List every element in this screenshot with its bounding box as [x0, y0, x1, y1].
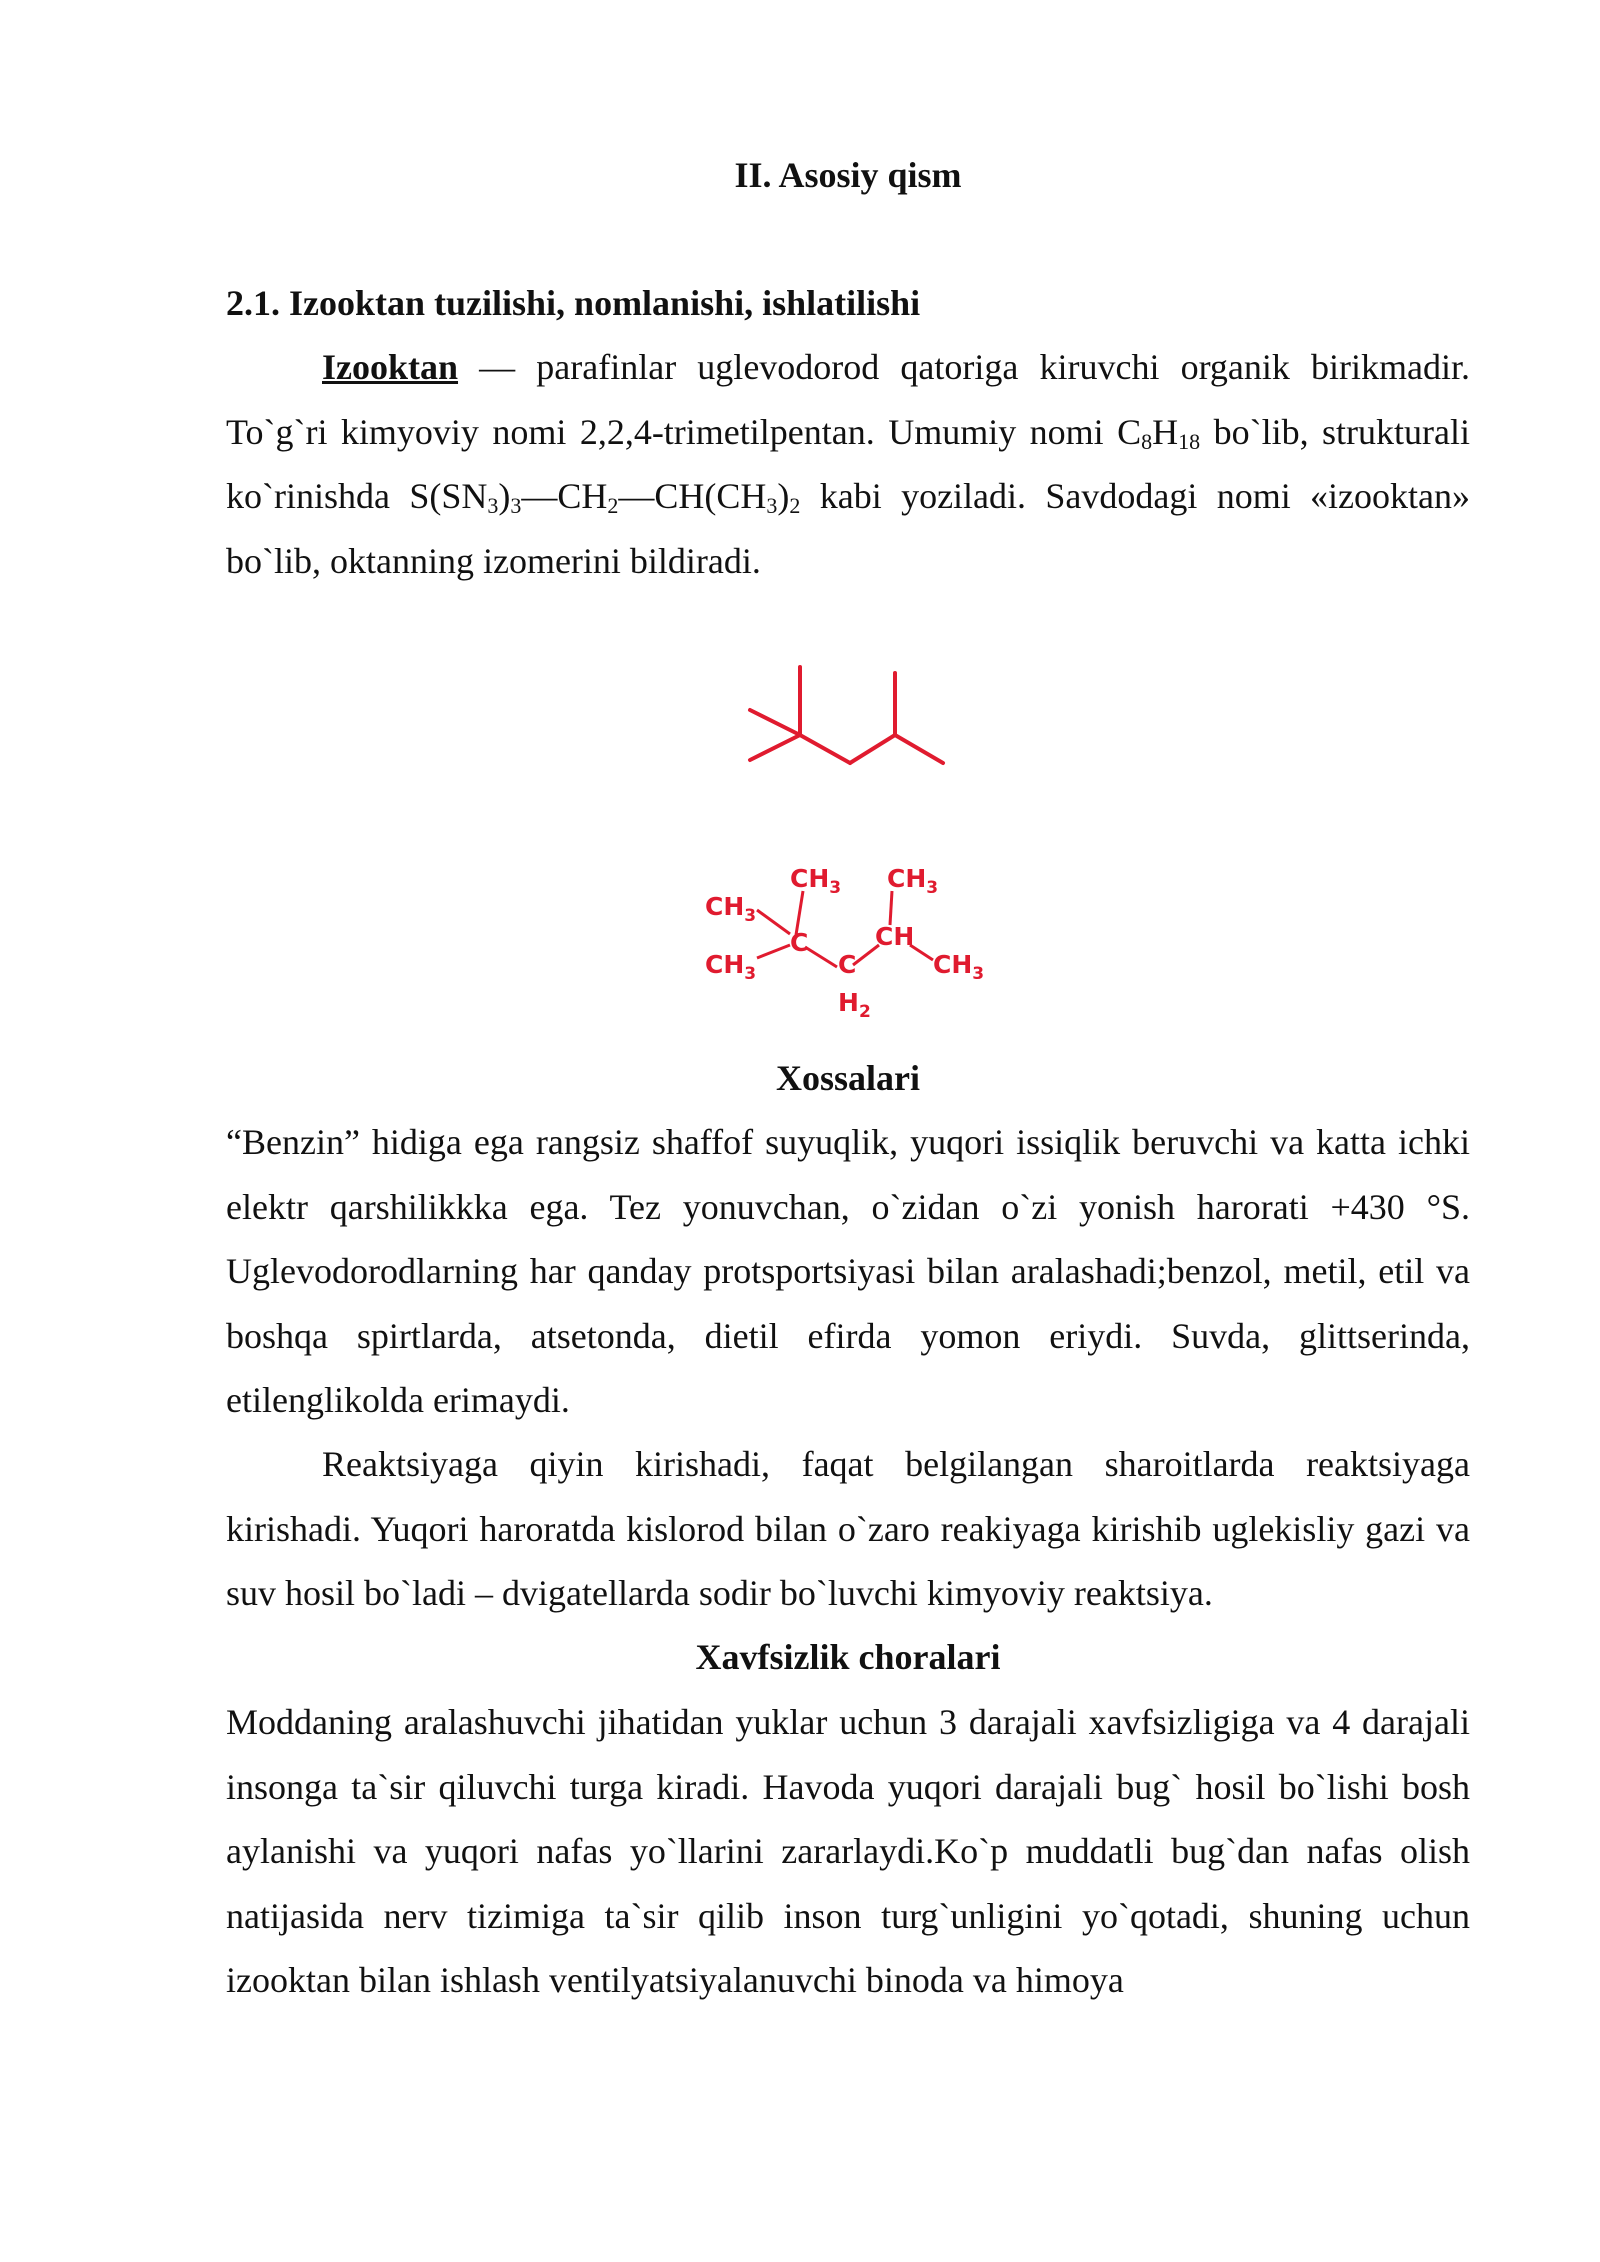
properties-heading: Xossalari	[776, 1058, 920, 1098]
bond-left-upper	[757, 910, 790, 934]
bond-methyl-upper-left	[750, 710, 800, 735]
label-c-quaternary: C	[790, 928, 809, 957]
bond-ch-methyl	[890, 891, 892, 925]
label-ch3-top-left: $CH_3$	[790, 864, 842, 898]
properties-paragraph-2: Reaktsiyaga qiyin kirishadi, faqat belgilangan sharoitlarda reaktsiyaga kirishadi. Yuqori haroratda kislorod bilan o`zaro reakiyaga kirishib uglekisliy gazi va suv hosil bo`ladi – dvigatellarda sodir bo`luvchi kimyoviy reaktsiya.	[226, 1444, 1470, 1613]
bond-c-ch2	[805, 947, 837, 967]
intro-paragraph: Izooktan — parafinlar uglevodorod qatoriga kiruvchi organik birikmadir. To`g`ri kimyoviy nomi 2,2,4-trimetilpentan. Umumiy nomi $C_8H_{18}$ bo`lib, strukturali ko`rinishda $S(SN_3)_3—CH_2—CH(CH_3)_2$ kabi yoziladi. Savdodagi nomi «izooktan» bo`lib, oktanning izomerini bildiradi.	[226, 347, 1471, 581]
skeletal-formula-image	[740, 665, 950, 775]
label-c-methylene: C	[838, 950, 857, 979]
section-title: 2.1. Izooktan tuzilishi, nomlanishi, ishlatilishi	[226, 283, 921, 323]
label-ch3-left-upper: $CH_3$	[705, 892, 757, 926]
properties-paragraph-1: “Benzin” hidiga ega rangsiz shaffof suyuqlik, yuqori issiqlik beruvchi va katta ichki elektr qarshilikkka ega. Tez yonuvchan, o`zidan o`zi yonish harorati +430 °S. Uglevodorodlarning har qanday protsportsiyasi bilan aralashadi;benzol, metil, etil va boshqa spirtlarda, atsetonda, dietil efirda yomon eriydi. Suvda, glittserinda, etilenglikolda erimaydi.	[226, 1122, 1470, 1420]
label-ch3-right: $CH_3$	[933, 950, 985, 984]
label-ch-methine: CH	[875, 922, 915, 951]
bond-methyl-lower-left	[750, 735, 800, 760]
term-izooktan: Izooktan	[322, 347, 459, 387]
label-ch3-top-right: $CH_3$	[887, 864, 939, 898]
safety-paragraph: Moddaning aralashuvchi jihatidan yuklar uchun 3 darajali xavfsizligiga va 4 darajali insonga ta`sir qiluvchi turga kiradi. Havoda yuqori darajali bug` hosil bo`lishi bosh aylanishi va yuqori nafas yo`llarini zararlaydi.Ko`p muddatli bug`dan nafas olish natijasida nerv tizimiga ta`sir qilib inson turg`unligini yo`qotadi, shuning uchun izooktan bilan ishlash ventilyatsiyalanuvchi binoda va himoya	[226, 1702, 1470, 2000]
condensed-formula-image	[695, 855, 1005, 1025]
bond-c3-c4	[850, 735, 895, 763]
main-heading: II. Asosiy qism	[734, 155, 962, 195]
bond-left-lower	[757, 945, 790, 958]
label-ch3-left-lower: $CH_3$	[705, 950, 757, 984]
bond-c2-c3	[800, 735, 850, 763]
bond-c4-c5	[895, 735, 943, 763]
label-h2: $H_2$	[838, 988, 871, 1022]
safety-heading: Xavfsizlik choralari	[695, 1637, 1001, 1677]
